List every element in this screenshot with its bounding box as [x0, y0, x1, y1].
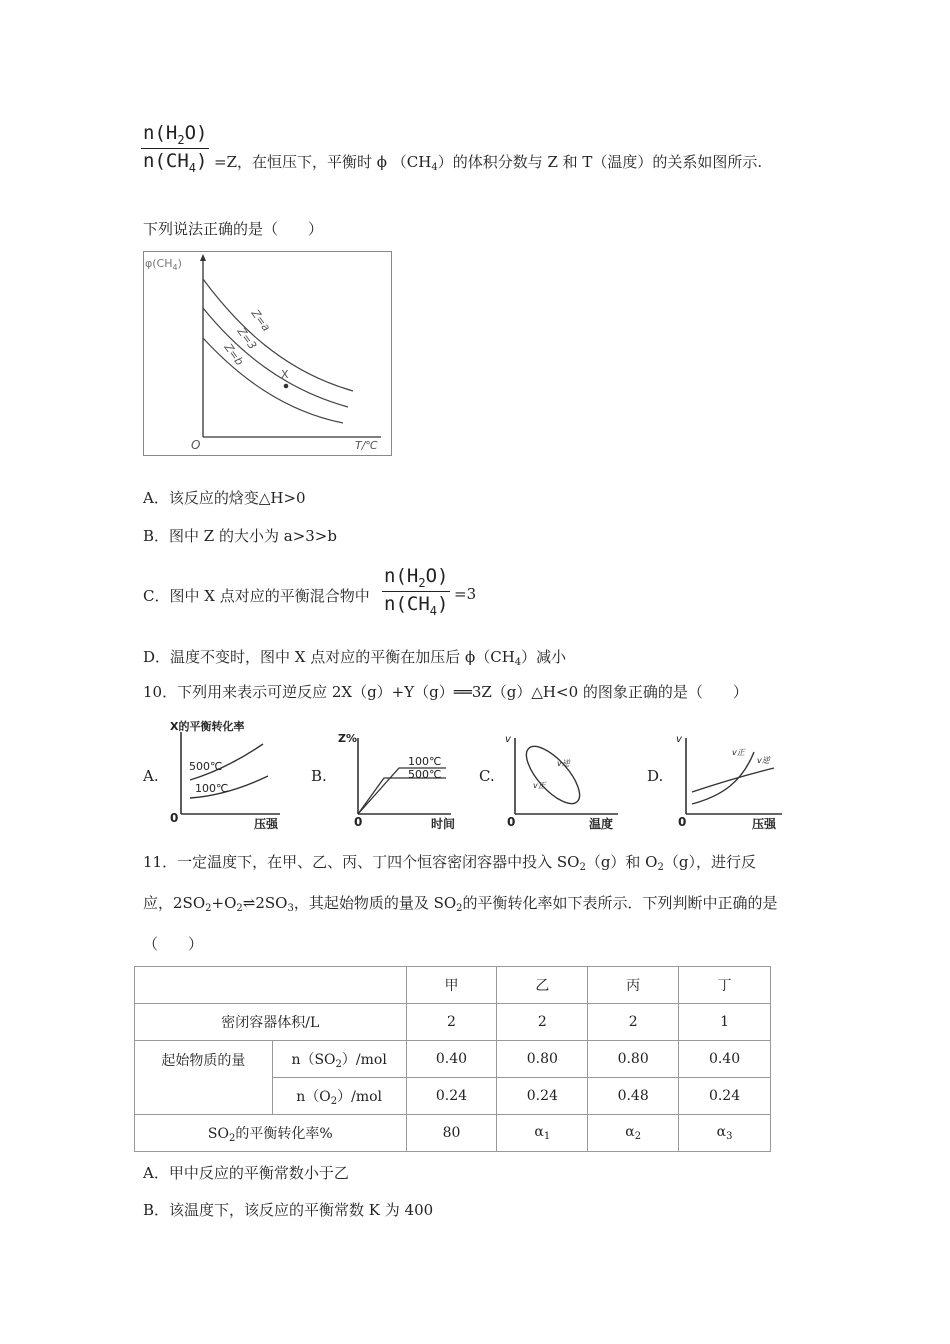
text: ）/mol — [337, 1088, 383, 1105]
curve-v-reverse — [692, 768, 774, 792]
text: +O — [211, 894, 237, 912]
text: ）/mol — [341, 1051, 387, 1068]
point-x — [284, 384, 289, 389]
q9-option-c — [143, 585, 370, 606]
cell: 2 — [497, 1004, 588, 1041]
sub: 2 — [236, 903, 243, 914]
curve-z-a — [203, 279, 353, 391]
fraction-denominator: n(CH — [143, 149, 189, 172]
label-v-forward: v正 — [732, 748, 745, 757]
option-c-text: C．图中 X 点对应的平衡混合物中 — [143, 587, 370, 605]
text: α — [716, 1124, 727, 1140]
cell: 0.80 — [588, 1041, 679, 1078]
text: φ(CH — [145, 257, 173, 270]
cell: 0.24 — [497, 1078, 588, 1115]
velocity-ellipse — [518, 738, 588, 812]
row-label-so2 — [272, 1041, 406, 1078]
graph-frame — [144, 252, 392, 456]
fraction-denominator: n(CH — [384, 592, 430, 615]
y-axis-label: Z% — [338, 732, 357, 745]
label-v-reverse: v逆 — [757, 756, 770, 765]
text: 的平衡转化率如下表所示．下列判断中正确的是 — [462, 894, 778, 912]
cell — [497, 1115, 588, 1152]
x-axis-label: T/℃ — [355, 439, 378, 452]
intro-text-a: =Z，在恒压下，平衡时 ϕ （CH — [214, 153, 432, 171]
q10-graph-d — [672, 730, 787, 830]
q10-graph-b — [336, 730, 456, 830]
origin: 0 — [170, 811, 179, 825]
q9-option-b: B．图中 Z 的大小为 a>3>b — [143, 527, 337, 545]
sub: 3 — [726, 1131, 733, 1142]
q10-stem: 10．下列用来表示可逆反应 2X（g）+Y（g）══3Z（g）△H<0 的图象正确的是（ ） — [143, 683, 748, 701]
text: 4 — [172, 263, 178, 272]
curve-v-forward — [692, 752, 754, 804]
cell: 2 — [588, 1004, 679, 1041]
sub: 4 — [188, 160, 196, 175]
cell: 0.48 — [588, 1078, 679, 1115]
sub: 2 — [205, 903, 212, 914]
text: ，其起始物质的量及 SO — [293, 894, 457, 912]
q10-letter-a: A. — [143, 767, 159, 785]
origin: 0 — [354, 815, 363, 829]
text: SO — [207, 1125, 229, 1142]
sub: 4 — [431, 162, 438, 173]
cell — [679, 1115, 771, 1152]
y-axis-label — [145, 257, 182, 272]
origin: 0 — [678, 815, 687, 829]
sub: 2 — [228, 1132, 236, 1144]
text: （g），进行反 — [663, 853, 756, 871]
text: n（SO — [291, 1051, 336, 1068]
option-d-text-b: ）减小 — [521, 648, 567, 666]
q9-graph — [143, 251, 395, 458]
sub: 2 — [335, 1058, 342, 1070]
curve-label-3: Z=3 — [234, 325, 260, 352]
row-label-conversion — [135, 1115, 407, 1152]
table-header-row — [135, 967, 771, 1004]
text: （g）和 O — [585, 853, 658, 871]
q9-stem: 下列说法正确的是（ ） — [143, 220, 324, 238]
label-v-reverse: v逆 — [557, 759, 570, 768]
q11-table — [134, 966, 771, 1152]
curve-label-b: Z=b — [221, 341, 247, 368]
option-d-text-a: D．温度不变时，图中 X 点对应的平衡在加压后 ϕ（CH — [143, 648, 515, 666]
q10-graph-a — [168, 718, 288, 830]
row-label-volume: 密闭容器体积/L — [135, 1004, 407, 1041]
label-100: 100℃ — [408, 755, 442, 768]
q9-intro — [214, 151, 762, 173]
cell — [588, 1115, 679, 1152]
x-axis-label: 压强 — [254, 817, 279, 830]
table-row — [135, 1041, 771, 1078]
text: 应，2SO — [143, 894, 206, 912]
table-row — [135, 1115, 771, 1152]
label-v-forward: v正 — [533, 781, 546, 790]
cell: 2 — [406, 1004, 497, 1041]
fraction-denominator-tail: ) — [196, 149, 208, 172]
q11-stem-line2 — [143, 892, 778, 914]
option-c-tail: =3 — [454, 585, 477, 603]
option-c-fraction — [382, 565, 450, 618]
y-axis-label: v — [676, 734, 682, 745]
q11-option-a: A．甲中反应的平衡常数小于乙 — [143, 1164, 349, 1182]
row-label-o2 — [272, 1078, 406, 1115]
sub: 2 — [657, 862, 664, 873]
cell: 80 — [406, 1115, 497, 1152]
label-500: 500℃ — [189, 760, 223, 773]
header-ding: 丁 — [679, 967, 771, 1004]
sub: 1 — [543, 1131, 551, 1142]
sub: 4 — [429, 603, 437, 618]
curve-500 — [358, 778, 446, 814]
sub: 2 — [579, 862, 586, 873]
q11-option-b: B．该温度下，该反应的平衡常数 K 为 400 — [143, 1201, 434, 1219]
x-axis-label: 压强 — [752, 817, 777, 830]
y-axis-arrow — [200, 254, 206, 261]
label-500: 500℃ — [408, 768, 442, 781]
cell: 0.40 — [406, 1041, 497, 1078]
text: α — [534, 1124, 544, 1140]
text: 11．一定温度下，在甲、乙、丙、丁四个恒容密闭容器中投入 SO — [143, 853, 580, 871]
sub: 2 — [418, 575, 426, 590]
ratio-fraction — [141, 122, 209, 175]
q10-letter-b: B. — [311, 767, 327, 785]
curve-z-3 — [203, 308, 348, 407]
sub: 2 — [330, 1095, 338, 1107]
q10-letter-d: D. — [647, 767, 664, 785]
x-axis-label: 时间 — [431, 817, 456, 830]
sub: 4 — [514, 657, 522, 668]
cell: 0.80 — [497, 1041, 588, 1078]
sub: 2 — [456, 903, 463, 914]
text: n（O — [296, 1088, 331, 1105]
q9-option-d — [143, 646, 566, 668]
q10-graph-c — [503, 730, 623, 830]
point-x-label: X — [281, 368, 289, 381]
cell: 0.40 — [679, 1041, 771, 1078]
q10-letter-c: C. — [479, 767, 495, 785]
header-empty — [135, 967, 407, 1004]
y-axis-label: X的平衡转化率 — [170, 720, 245, 733]
intro-text-b: ）的体积分数与 Z 和 T（温度）的关系如图所示. — [437, 153, 763, 171]
fraction-numerator-tail: O) — [184, 122, 208, 144]
cell: 0.24 — [679, 1078, 771, 1115]
curve-label-a: Z=a — [248, 307, 273, 334]
table-row — [135, 1004, 771, 1041]
origin-label: O — [191, 438, 201, 452]
label-100: 100℃ — [195, 782, 229, 795]
fraction-numerator-tail: O) — [425, 565, 449, 587]
row-label-start-amount: 起始物质的量 — [135, 1041, 273, 1115]
x-axis-label: 温度 — [589, 817, 614, 830]
q11-stem-line3: （ ） — [143, 935, 204, 953]
origin: 0 — [507, 815, 516, 829]
text: ⇌2SO — [242, 894, 288, 912]
sub: 2 — [177, 132, 185, 147]
header-jia: 甲 — [406, 967, 497, 1004]
y-axis-label: v — [505, 734, 511, 745]
cell: 0.24 — [406, 1078, 497, 1115]
fraction-denominator-tail: ) — [437, 592, 449, 615]
q9-option-a: A．该反应的焓变△H>0 — [143, 489, 306, 507]
header-yi: 乙 — [497, 967, 588, 1004]
header-bing: 丙 — [588, 967, 679, 1004]
text: ) — [177, 257, 182, 270]
cell: 1 — [679, 1004, 771, 1041]
text: 的平衡转化率% — [235, 1125, 333, 1142]
fraction-numerator: n(H — [143, 122, 178, 144]
sub: 3 — [287, 903, 294, 914]
text: α — [625, 1124, 635, 1140]
fraction-numerator: n(H — [384, 565, 419, 587]
q11-stem-line1 — [143, 851, 756, 873]
sub: 2 — [634, 1131, 642, 1142]
